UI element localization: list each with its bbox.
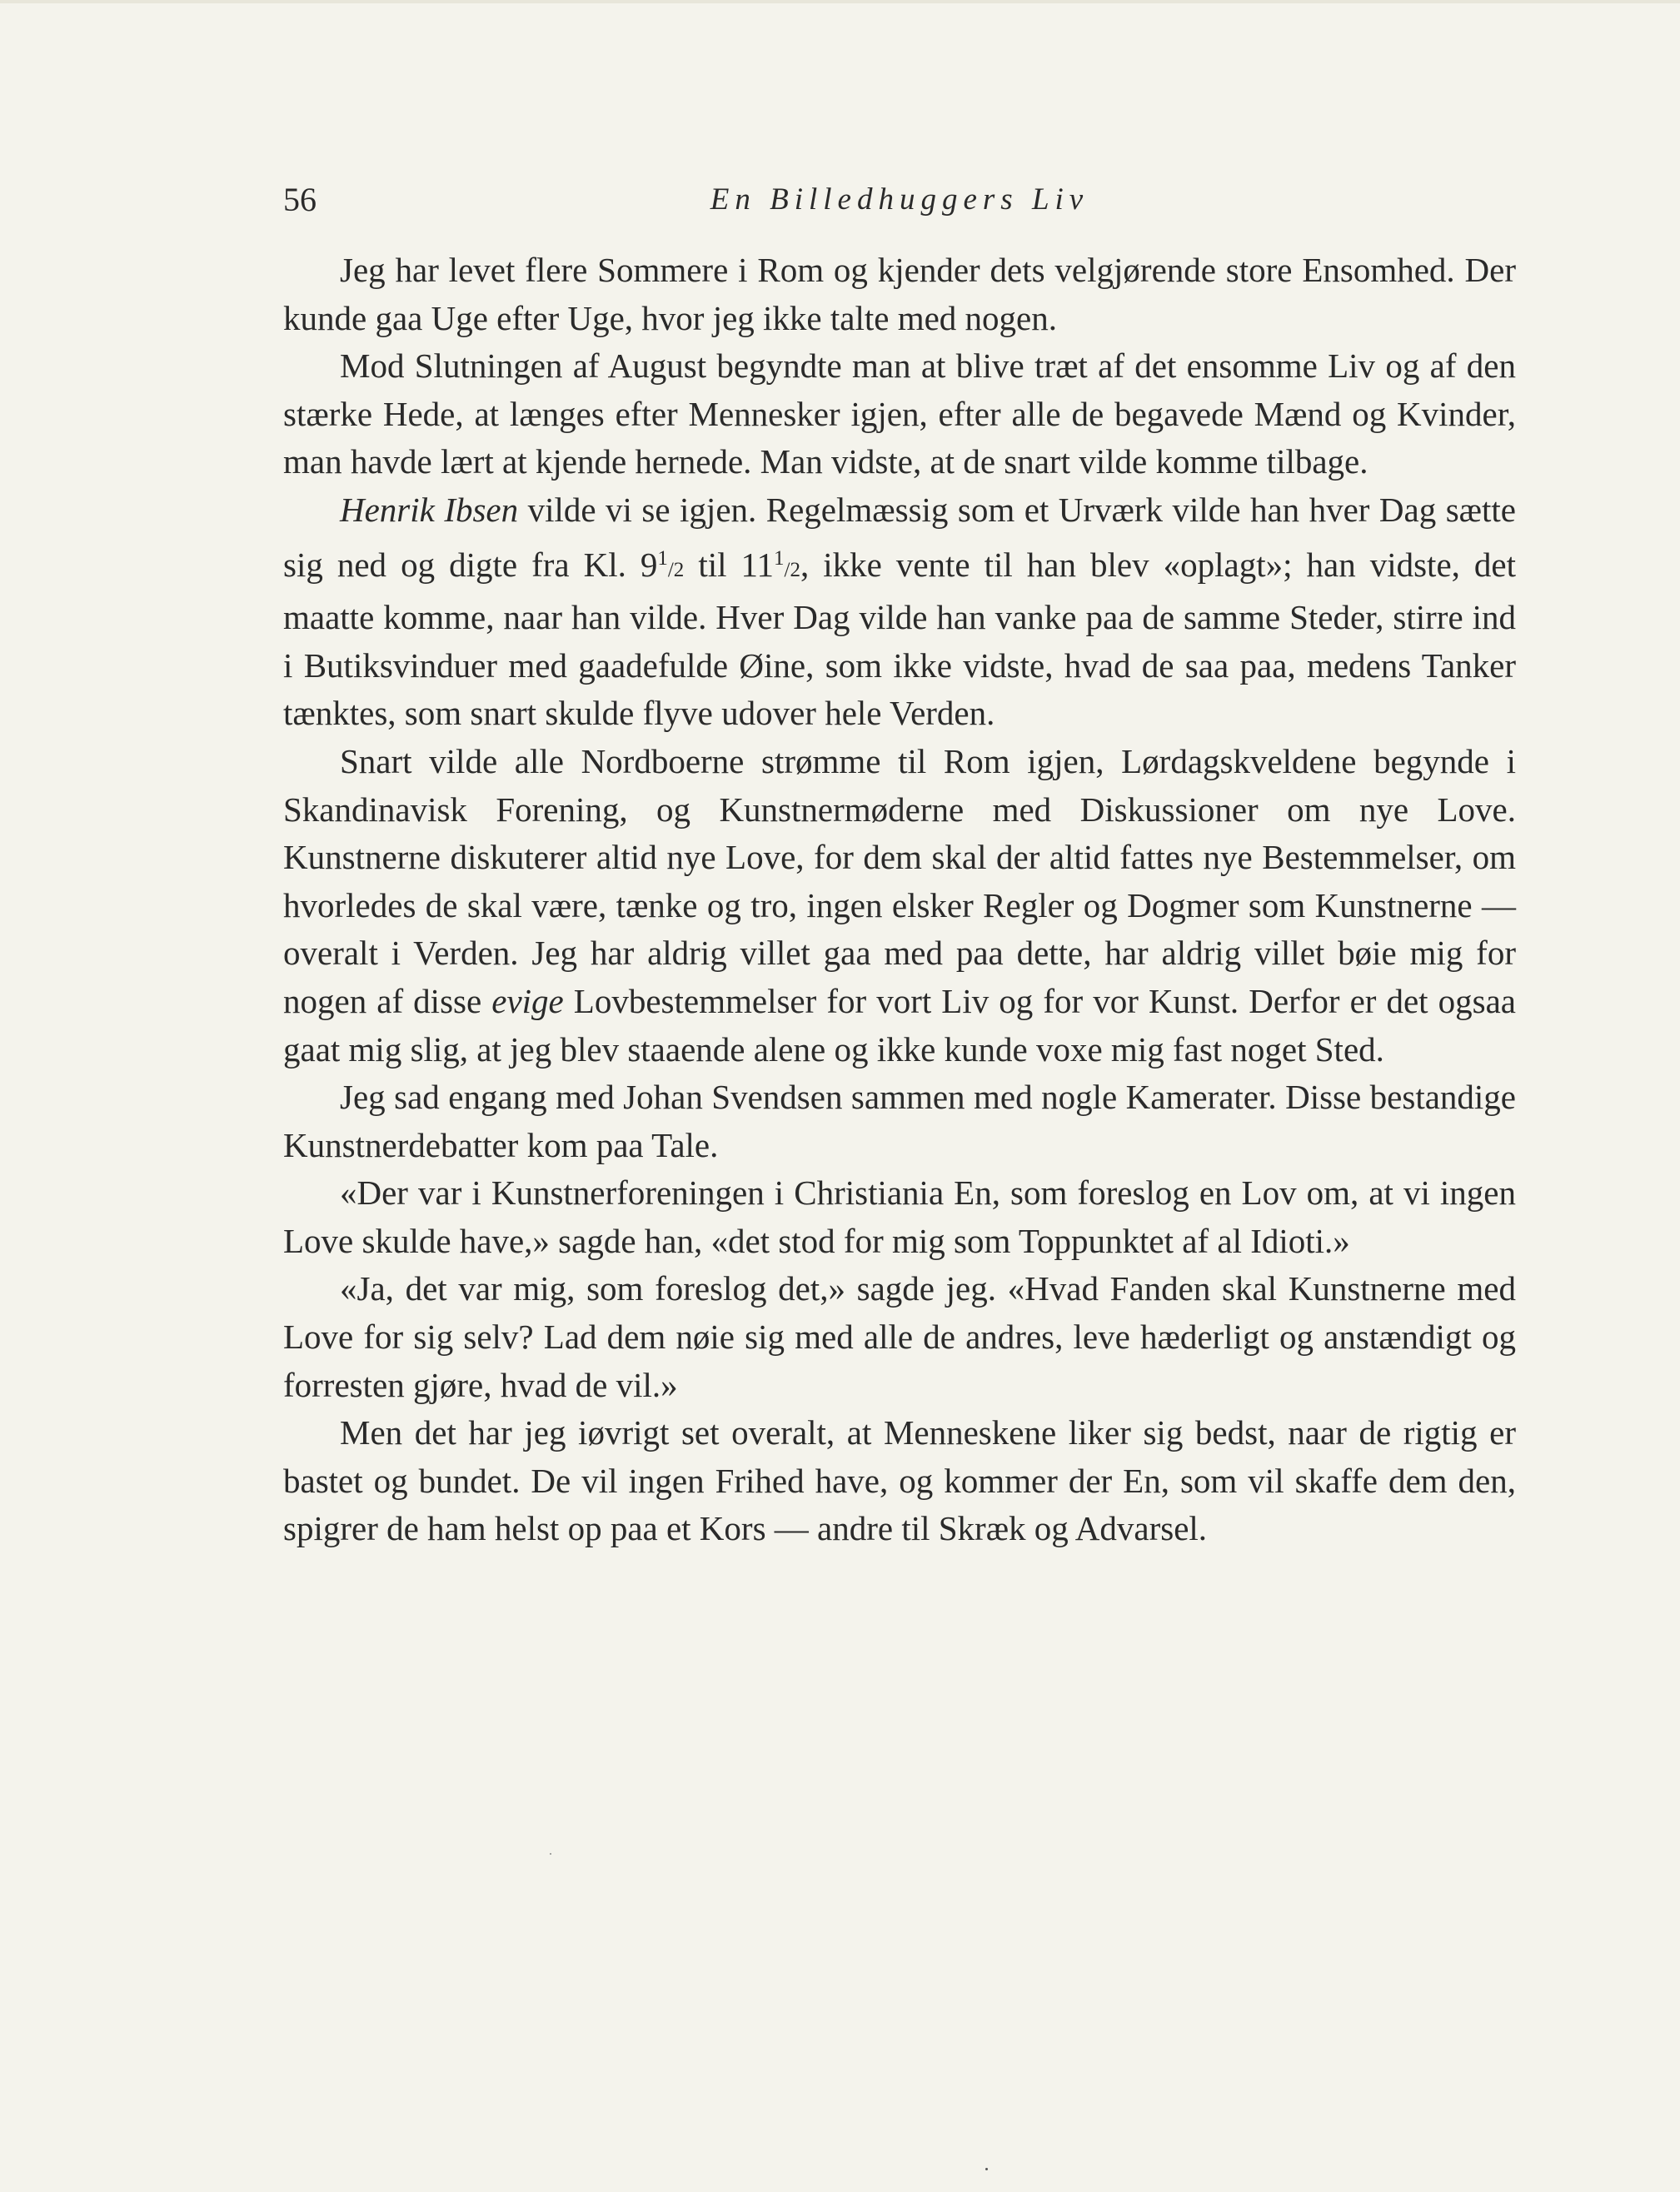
paragraph-5: Jeg sad engang med Johan Svendsen sammen med nogle Kamerater. Disse bestandige Kunstnerdebatter kom paa Tale.: [283, 1078, 1516, 1164]
fraction-b-numerator: 1: [774, 546, 785, 570]
page-number: 56: [283, 181, 317, 218]
name-ibsen: Henrik Ibsen: [340, 490, 519, 529]
fraction-a-denominator: /2: [667, 558, 685, 581]
paragraph-2: Mod Slutningen af August begyndte man at blive træt af det ensomme Liv og af den stærke Hede, at længes efter Mennesker igjen, efter alle de begavede Mænd og Kvinder, man havde lært at kjende hernede. Man vidste, at de snart vilde komme tilbage.: [283, 346, 1516, 481]
paragraph-4-text-b: Lovbestemmelser for vort Liv og for vor Kunst. Derfor er det ogsaa gaat mig slig, at jeg blev staaende alene og ikke kunde voxe mig fast noget Sted.: [283, 981, 1516, 1069]
paragraph-3-text-a: vilde vi se igjen. Regelmæssig som et Urværk vilde han hver Dag sætte sig ned og digte fra Kl. 9: [283, 490, 1516, 584]
page-top-edge: [0, 0, 1680, 3]
paragraph-3-text-b: til 11: [684, 545, 774, 584]
paragraph-7: «Ja, det var mig, som foreslog det,» sagde jeg. «Hvad Fanden skal Kunstnerne med Love for sig selv? Lad dem nøie sig med alle de andres, leve hæderligt og anstændigt og forresten gjøre, hvad de vil.»: [283, 1269, 1516, 1404]
paragraph-8: Men det har jeg iøvrigt set overalt, at Menneskene liker sig bedst, naar de rigtig er bastet og bundet. De vil ingen Frihed have, og kommer der En, som vil skaffe dem den, spigrer de ham helst op paa et Kors — andre til Skræk og Advarsel.: [283, 1413, 1516, 1548]
paragraph-3-text-c: , ikke vente til han blev «oplagt»; han vidste, det maatte komme, naar han vilde. Hver Dag vilde han vanke paa de samme Steder, stirre ind i Butiksvinduer med gaadefulde Øine, som ikke vidste, hvad de saa paa, medens Tanker tænktes, som snart skulde flyve udover hele Verden.: [283, 545, 1516, 733]
fraction-b-denominator: /2: [784, 558, 800, 581]
paragraph-6: «Der var i Kunstnerforeningen i Christiania En, som foreslog en Lov om, at vi ingen Love skulde have,» sagde han, «det stod for mig som Toppunktet af al Idioti.»: [283, 1173, 1516, 1260]
paper-speck: [550, 1853, 551, 1855]
paper-speck: [985, 2168, 988, 2170]
emphasis-evige: evige: [491, 981, 564, 1020]
running-title: En Billedhuggers Liv: [710, 182, 1089, 217]
paragraph-1: Jeg har levet flere Sommere i Rom og kjender dets velgjørende store Ensomhed. Der kunde gaa Uge efter Uge, hvor jeg ikke talte med nogen.: [283, 251, 1516, 337]
body-text: [283, 247, 1516, 1553]
paragraph-4: [283, 738, 1516, 1074]
paragraph-4-text-a: Snart vilde alle Nordboerne strømme til Rom igjen, Lørdagskveldene begynde i Skandinavisk Forening, og Kunstnermøderne med Diskussioner om nye Love. Kunstnerne diskuterer altid nye Love, for dem skal der altid fattes nye Bestemmelser, om hvorledes de skal være, tænke og tro, ingen elsker Regler og Dogmer som Kunstnerne — overalt i Verden. Jeg har aldrig villet gaa med paa dette, har aldrig villet bøie mig for nogen af disse: [283, 741, 1516, 1020]
paragraph-3: [283, 486, 1516, 738]
fraction-a-numerator: 1: [657, 546, 668, 570]
running-head: [283, 175, 1516, 225]
